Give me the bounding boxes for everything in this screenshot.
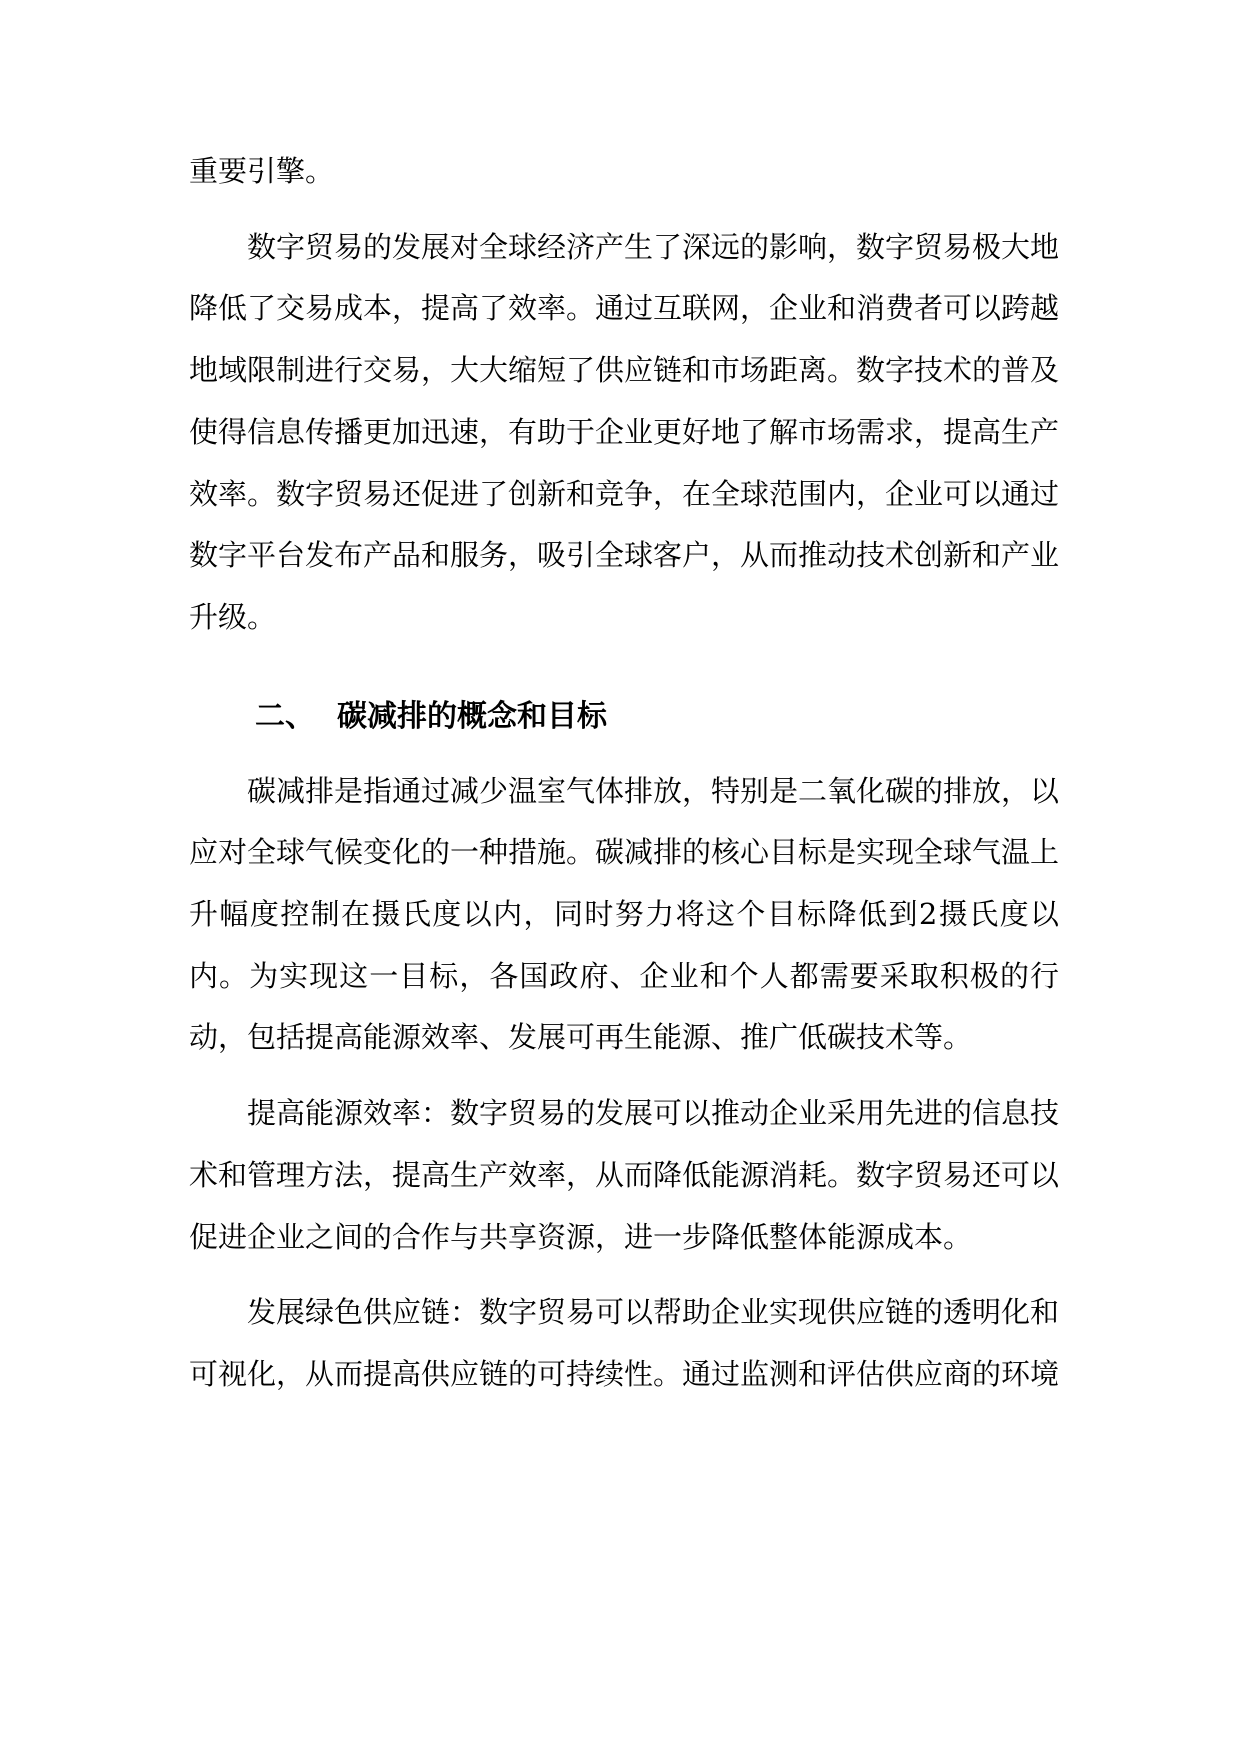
paragraph-carbon-reduction-definition: 碳减排是指通过减少温室气体排放，特别是二氧化碳的排放，以应对全球气候变化的一种措施。碳减排的核心目标是实现全球气温上升幅度控制在摄氏度以内，同时努力将这个目标降低到2摄氏度以内。为实现这一目标，各国政府、企业和个人都需要采取积极的行动，包括提高能源效率、发展可再生能源、推广低碳技术等。 bbox=[189, 773, 1060, 1055]
document-body bbox=[189, 141, 1059, 1406]
section-heading bbox=[189, 691, 1059, 743]
paragraph-energy-efficiency: 提高能源效率：数字贸易的发展可以推动企业采用先进的信息技术和管理方法，提高生产效率，从而降低能源消耗。数字贸易还可以促进企业之间的合作与共享资源，进一步降低整体能源成本。 bbox=[189, 1096, 1060, 1254]
paragraph-green-supply-chain: 发展绿色供应链：数字贸易可以帮助企业实现供应链的透明化和可视化，从而提高供应链的可持续性。通过监测和评估供应商的环境 bbox=[189, 1295, 1060, 1391]
section-title: 碳减排的概念和目标 bbox=[337, 698, 607, 734]
section-number: 二、 bbox=[255, 698, 315, 734]
paragraph-digital-trade-impact: 数字贸易的发展对全球经济产生了深远的影响，数字贸易极大地降低了交易成本，提高了效率。通过互联网，企业和消费者可以跨越地域限制进行交易，大大缩短了供应链和市场距离。数字技术的普及使得信息传播更加迅速，有助于企业更好地了解市场需求，提高生产效率。数字贸易还促进了创新和竞争，在全球范围内，企业可以通过数字平台发布产品和服务，吸引全球客户，从而推动技术创新和产业升级。 bbox=[189, 229, 1060, 634]
paragraph-continuation: 重要引擎。 bbox=[189, 154, 335, 188]
